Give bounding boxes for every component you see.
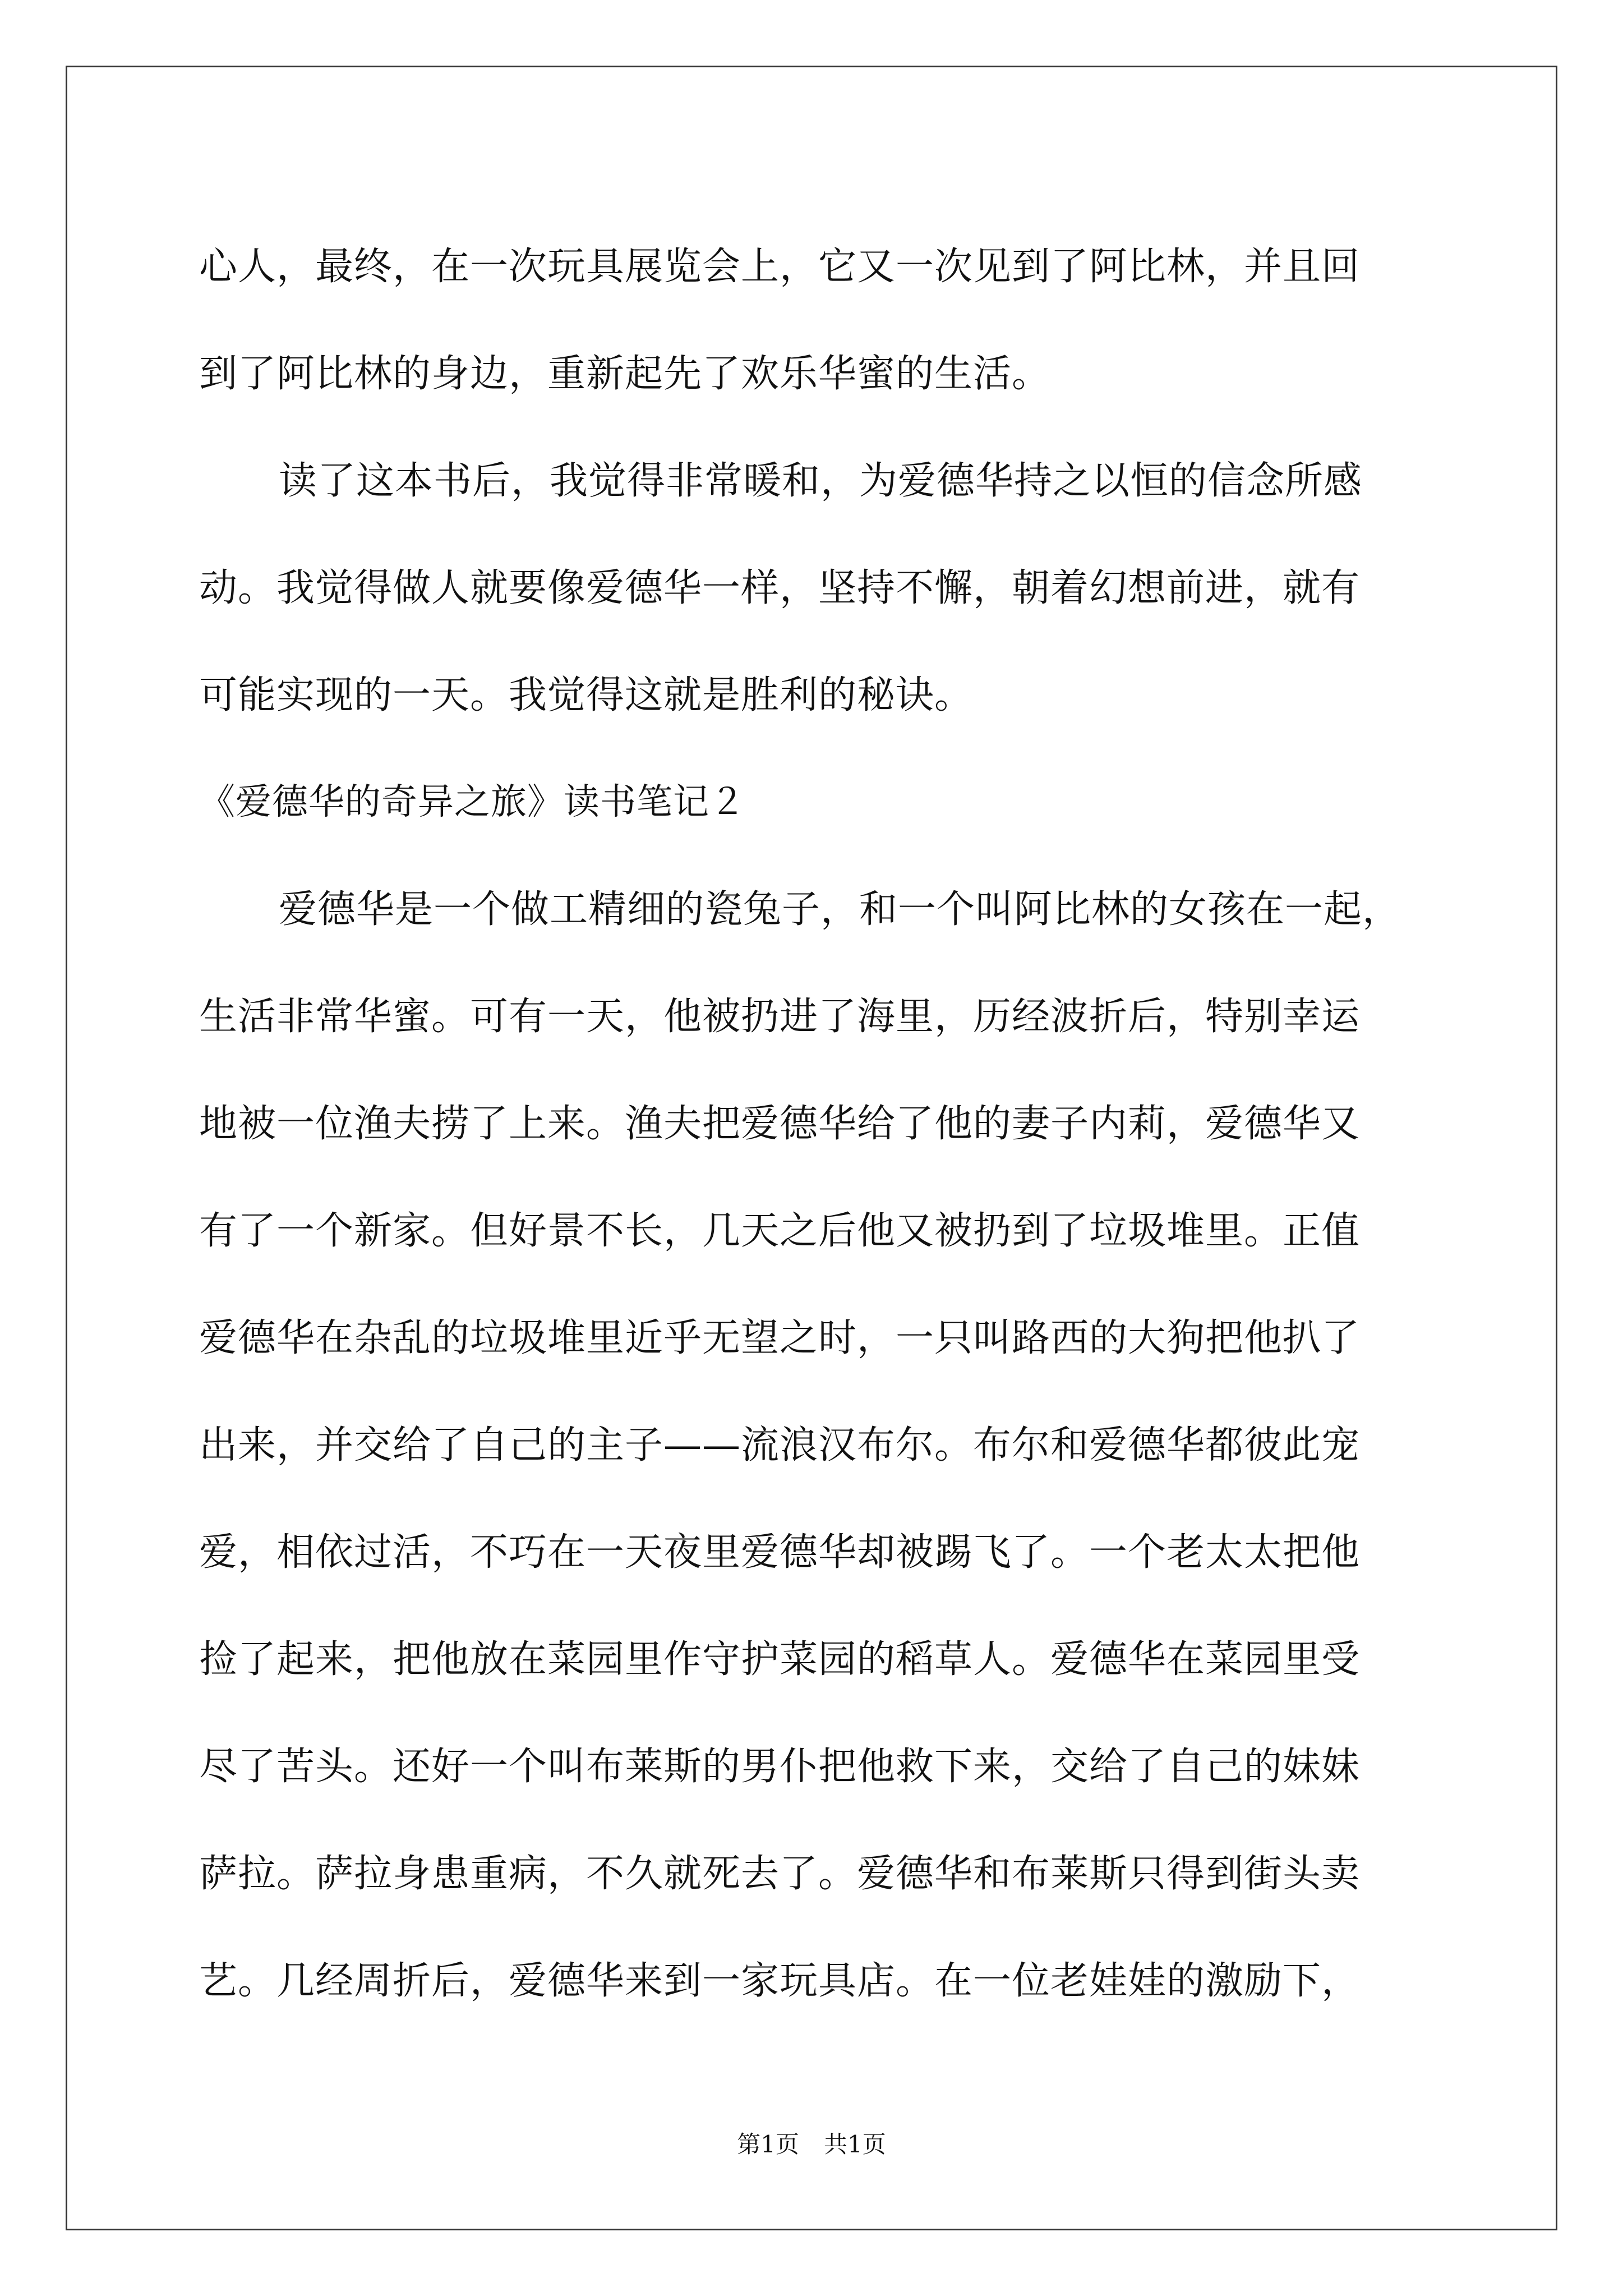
section-heading: 《爱德华的奇异之旅》读书笔记２ <box>199 781 746 823</box>
document-body <box>199 213 1455 2035</box>
text-line: 地被一位渔夫捞了上来。渔夫把爱德华给了他的妻子内莉，爱德华又 <box>199 1102 1361 1146</box>
text-line: 艺。几经周折后，爱德华来到一家玩具店。在一位老娃娃的激励下， <box>199 1959 1361 2003</box>
text-line: 动。我觉得做人就要像爱德华一样，坚持不懈，朝着幻想前进，就有 <box>199 566 1361 610</box>
page-total: 共1页 <box>824 2131 886 2158</box>
text-line: 尽了苦头。还好一个叫布莱斯的男仆把他救下来，交给了自己的妹妹 <box>199 1745 1361 1789</box>
page-footer <box>0 2126 1623 2160</box>
text-line: 爱，相依过活，不巧在一天夜里爱德华却被踢飞了。一个老太太把他 <box>199 1530 1361 1575</box>
page-number: 第1页 <box>737 2131 799 2158</box>
text-line: 出来，并交给了自己的主子——流浪汉布尔。布尔和爱德华都彼此宠 <box>199 1423 1361 1467</box>
text-line: 萨拉。萨拉身患重病，不久就死去了。爱德华和布莱斯只得到街头卖 <box>199 1852 1361 1896</box>
text-line: 生活非常华蜜。可有一天，他被扔进了海里，历经波折后，特别幸运 <box>199 995 1361 1039</box>
paragraph-start-line: 读了这本书后，我觉得非常暖和，为爱德华持之以恒的信念所感 <box>279 459 1363 503</box>
paragraph-start-line: 爱德华是一个做工精细的瓷兔子，和一个叫阿比林的女孩在一起， <box>279 887 1401 932</box>
text-line: 到了阿比林的身边，重新起先了欢乐华蜜的生活。 <box>199 352 1051 396</box>
text-line: 心人，最终，在一次玩具展览会上，它又一次见到了阿比林，并且回 <box>199 245 1361 289</box>
text-line: 有了一个新家。但好景不长，几天之后他又被扔到了垃圾堆里。正值 <box>199 1209 1361 1253</box>
text-line: 可能实现的一天。我觉得这就是胜利的秘诀。 <box>199 673 974 717</box>
text-line: 爱德华在杂乱的垃圾堆里近乎无望之时，一只叫路西的大狗把他扒了 <box>199 1316 1361 1360</box>
text-line: 捡了起来，把他放在菜园里作守护菜园的稻草人。爱德华在菜园里受 <box>199 1637 1361 1682</box>
